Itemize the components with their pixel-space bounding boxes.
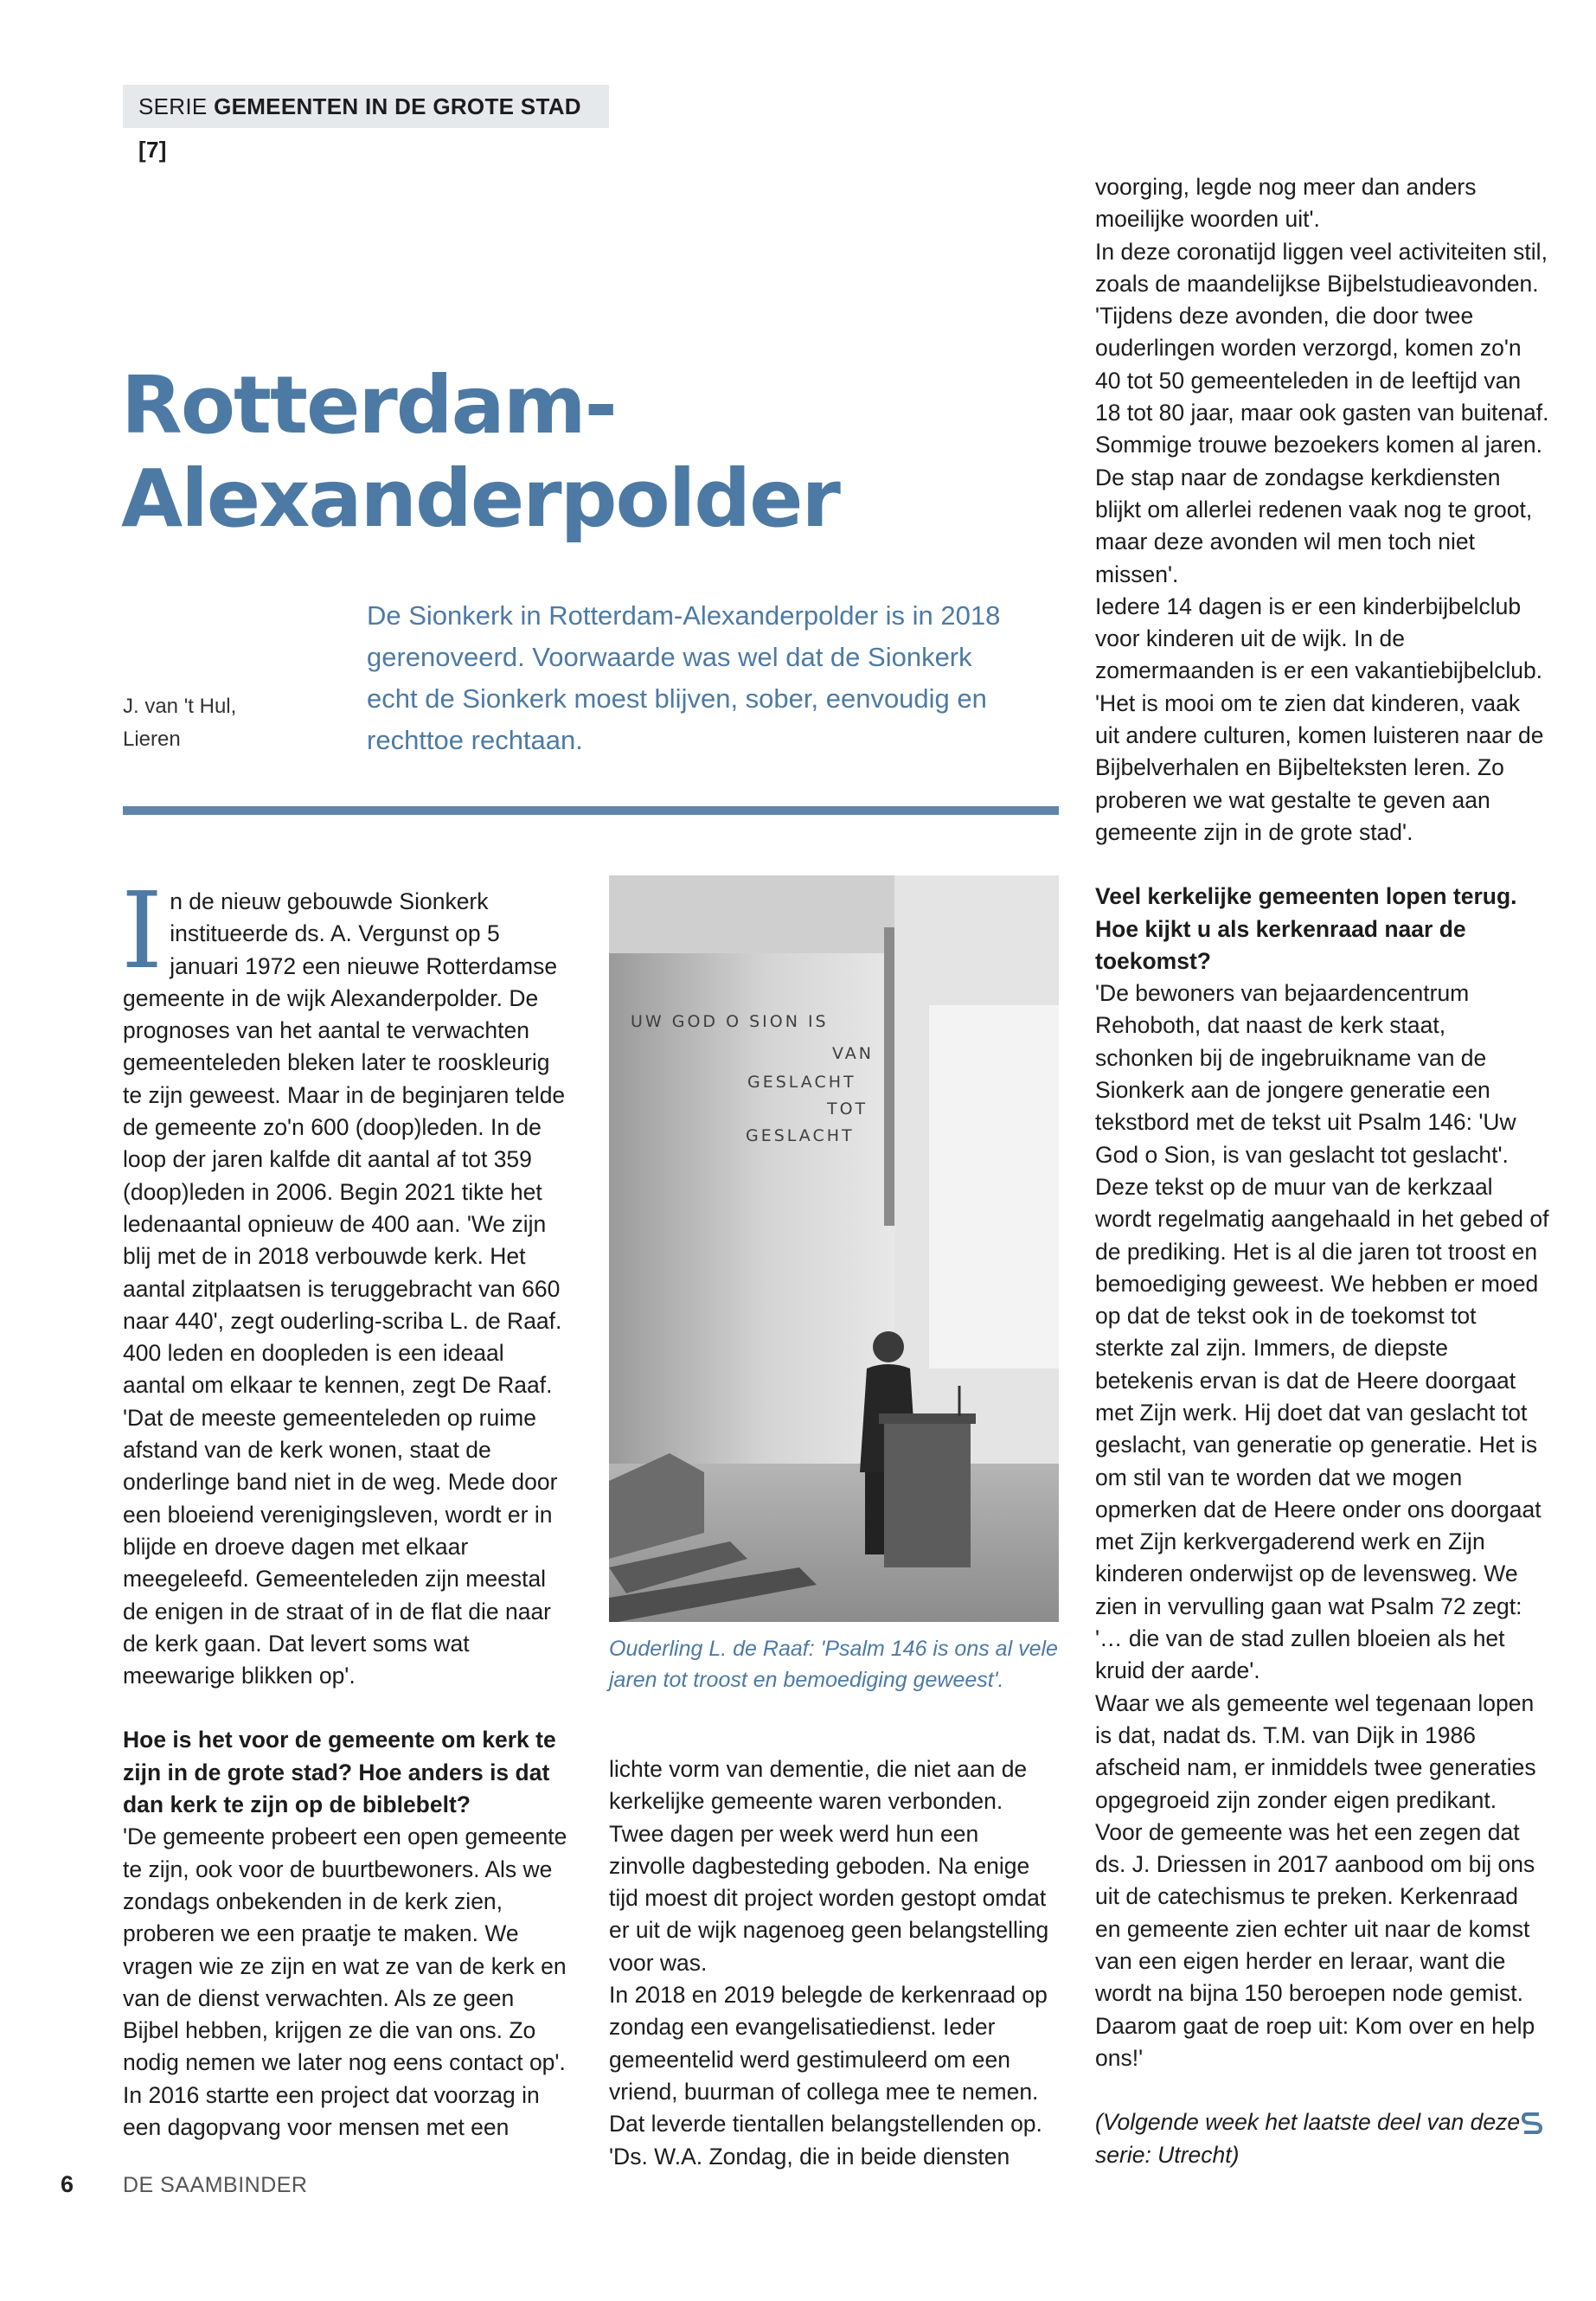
wall-text-line: GESLACHT — [746, 1126, 855, 1145]
text-column-2 — [609, 1753, 1052, 2173]
paragraph: In de nieuw gebouwde Sionkerk instituеerde ds. A. Vergunst op 5 januari 1972 een nieuwe Rotterdamse gemeente in de wijk Alexanderpolder. De prognoses van het aantal te verwachten gemeenteleden bleken later te rooskleurig te zijn geweest. Maar in de beginjaren telde de gemeente zo'n 600 (doop)leden. In de loop der jaren kalfde dit aantal af tot 359 (doop)leden in 2006. Begin 2021 tikte het ledenaantal opnieuw de 400 aan. 'We zijn blij met de in 2018 verbouwde kerk. Het aantal zitplaatsen is teruggebracht van 660 naar 440', zegt ouderling-scriba L. de Raaf. — [121, 869, 566, 1334]
paragraph: voorging, legde nog meer dan anders moeilijke woorden uit'. — [1095, 174, 1477, 233]
wall-text-line: VAN — [832, 1044, 874, 1063]
paragraph: 'De bewoners van bejaardencentrum Rehoboth, dat naast de kerk staat, schonken bij de ingebruikname van de Sionkerk aan de jongere generatie een tekstbord met de tekst uit Psalm 146: 'Uw God o Sion, is van geslacht tot geslacht'. Deze tekst op de muur van de kerkzaal wordt regelmatig aangehaald in het gebed of de prediking. Het is al die jaren tot troost en bemoediging geweest. We hebben er moed op dat de tekst ook in de toekomst tot sterkte zal zijn. Immers, de diepste betekenis ervan is dat de Heere doorgaat met Zijn werk. Hij doet dat van geslacht tot geslacht, van generatie op generatie. Het is om stil van te worden dat we mogen opmerken dat de Heere onder ons doorgaat met Zijn kerkvergaderend werk en Zijn kinderen onderwijst op de levensweg. We zien in vervulling gaan wat Psalm 72 zegt: '… die van de stad zullen bloeien als het kruid der aarde'. — [1095, 980, 1549, 1684]
byline — [123, 690, 296, 756]
author-name: J. van 't Hul, — [123, 695, 237, 718]
series-closing-note: (Volgende week het laatste deel van deze serie: Utrecht) — [1095, 2109, 1521, 2168]
paragraph: In 2016 startte een project dat voorzag in een dagopvang voor mensen met een — [123, 2081, 540, 2140]
interview-question: Veel kerkelijke gemeenten lopen terug. Hoe kijkt u als kerkenraad naar de toekomst? — [1095, 883, 1517, 974]
photo-illustration — [609, 875, 1059, 1622]
article-title — [121, 359, 900, 546]
interview-question: Hoe is het voor de gemeente om kerk te zijn in de grote stad? Hoe anders is dat dan kerk te zijn op de biblebelt? — [123, 1727, 556, 1818]
author-place: Lieren — [123, 727, 181, 751]
end-of-article-icon — [1520, 2111, 1544, 2135]
paragraph: In 2018 en 2019 belegde de kerkenraad op zondag een evangelisatiedienst. Ieder gemeentelid werd gestimuleerd om een vriend, buurman of collega mee te nemen. Dat leverde tientallen belangstellenden op. 'Ds. W.A. Zondag, die in beide diensten — [609, 1982, 1048, 2170]
series-label: SERIE — [138, 93, 208, 119]
drop-cap: I — [121, 869, 163, 992]
series-title: GEMEENTEN IN DE GROTE STAD [7] — [138, 93, 581, 163]
text-column-1 — [121, 869, 573, 2144]
wall-text-line: UW GOD O SION IS — [631, 1012, 829, 1031]
article-lead: De Sionkerk in Rotterdam-Alexanderpolder is in 2018 gerenoveerd. Voorwaarde was wel dat de Sionkerk echt de Sionkerk moest blijven, sober, eenvoudig en rechttoe rechtaan. — [367, 600, 1001, 755]
series-tag — [123, 85, 609, 163]
paragraph: In deze coronatijd liggen veel activiteiten stil, zoals de maandelijkse Bijbelstudieavonden. 'Tijdens deze avonden, die door twee ouderlingen worden verzorgd, komen zo'n 40 tot 50 gemeenteleden in de leeftijd van 18 tot 80 jaar, maar ook gasten van buitenaf. Sommige trouwe bezoekers komen al jaren. De stap naar de zondagse kerkdiensten blijkt om allerlei redenen vaak nog te groot, maar deze avonden wil men toch niet missen'. — [1095, 238, 1549, 587]
paragraph: lichte vorm van dementie, die niet aan de kerkelijke gemeente waren verbonden. Twee dagen per week werd hun een zinvolle dagbesteding geboden. Na enige tijd moest dit project worden gestopt omdat er uit de wijk nagenoeg geen belangstelling voor was. — [609, 1756, 1049, 1976]
photo-caption: Ouderling L. de Raaf: 'Psalm 146 is ons al vele jaren tot troost en bemoediging geweest'. — [609, 1637, 1058, 1692]
title-line-1: Rotterdam- — [121, 359, 616, 452]
section-divider — [123, 806, 1059, 815]
paragraph: Iedere 14 dagen is er een kinderbijbelclub voor kinderen uit de wijk. In de zomermaanden is er een vakantiebijbelclub. 'Het is mooi om te zien dat kinderen, vaak uit andere culturen, komen luisteren naar de Bijbelverhalen en Bijbelteksten leren. Zo proberen we wat gestalte te geven aan gemeente zijn in de grote stad'. — [1095, 593, 1544, 845]
paragraph: 400 leden en doopleden is een ideaal aantal om elkaar te kennen, zegt De Raaf. 'Dat de meeste gemeenteleden op ruime afstand van de kerk wonen, staat de onderlinge band niet in de weg. Mede door een bloeiend verenigingsleven, wordt er in blijde en droeve dagen met elkaar meegeleefd. Gemeenteleden zijn meestal de enigen in de straat of in de flat die naar de kerk gaan. Dat levert soms wat meewarige blikken op'. — [123, 1340, 558, 1689]
magazine-name: DE SAAMBINDER — [123, 2173, 308, 2197]
paragraph: 'De gemeente probeert een open gemeente te zijn, ook voor de buurtbewoners. Als we zondags onbekenden in de kerk zien, proberen we een praatje te maken. We vragen wie ze zijn en wat ze van de kerk en van de dienst verwachten. Als ze geen Bijbel hebben, krijgen ze die van ons. Zo nodig nemen we later nog eens contact op'. — [123, 1823, 567, 2076]
paragraph: Waar we als gemeente wel tegenaan lopen is dat, nadat ds. T.M. van Dijk in 1986 afscheid nam, er inmiddels twee generaties opgegroeid zijn zonder eigen predikant. Voor de gemeente was het een zegen dat ds. J. Driessen in 2017 aanbood om bij ons uit de catechismus te preken. Kerkenraad en gemeente zien echter uit naar de komst van een eigen herder en leraar, want die wordt na bijna 150 beroepen node gemist. Daarom gaat de roep uit: Kom over en help ons!' — [1095, 1689, 1536, 2071]
wall-text-line: GESLACHT — [747, 1073, 856, 1092]
page-number: 6 — [61, 2171, 74, 2197]
church-interior-photo — [609, 875, 1059, 1622]
title-line-2: Alexanderpolder — [121, 452, 839, 545]
text-column-3 — [1095, 171, 1549, 2171]
wall-text-line: TOT — [827, 1099, 869, 1118]
